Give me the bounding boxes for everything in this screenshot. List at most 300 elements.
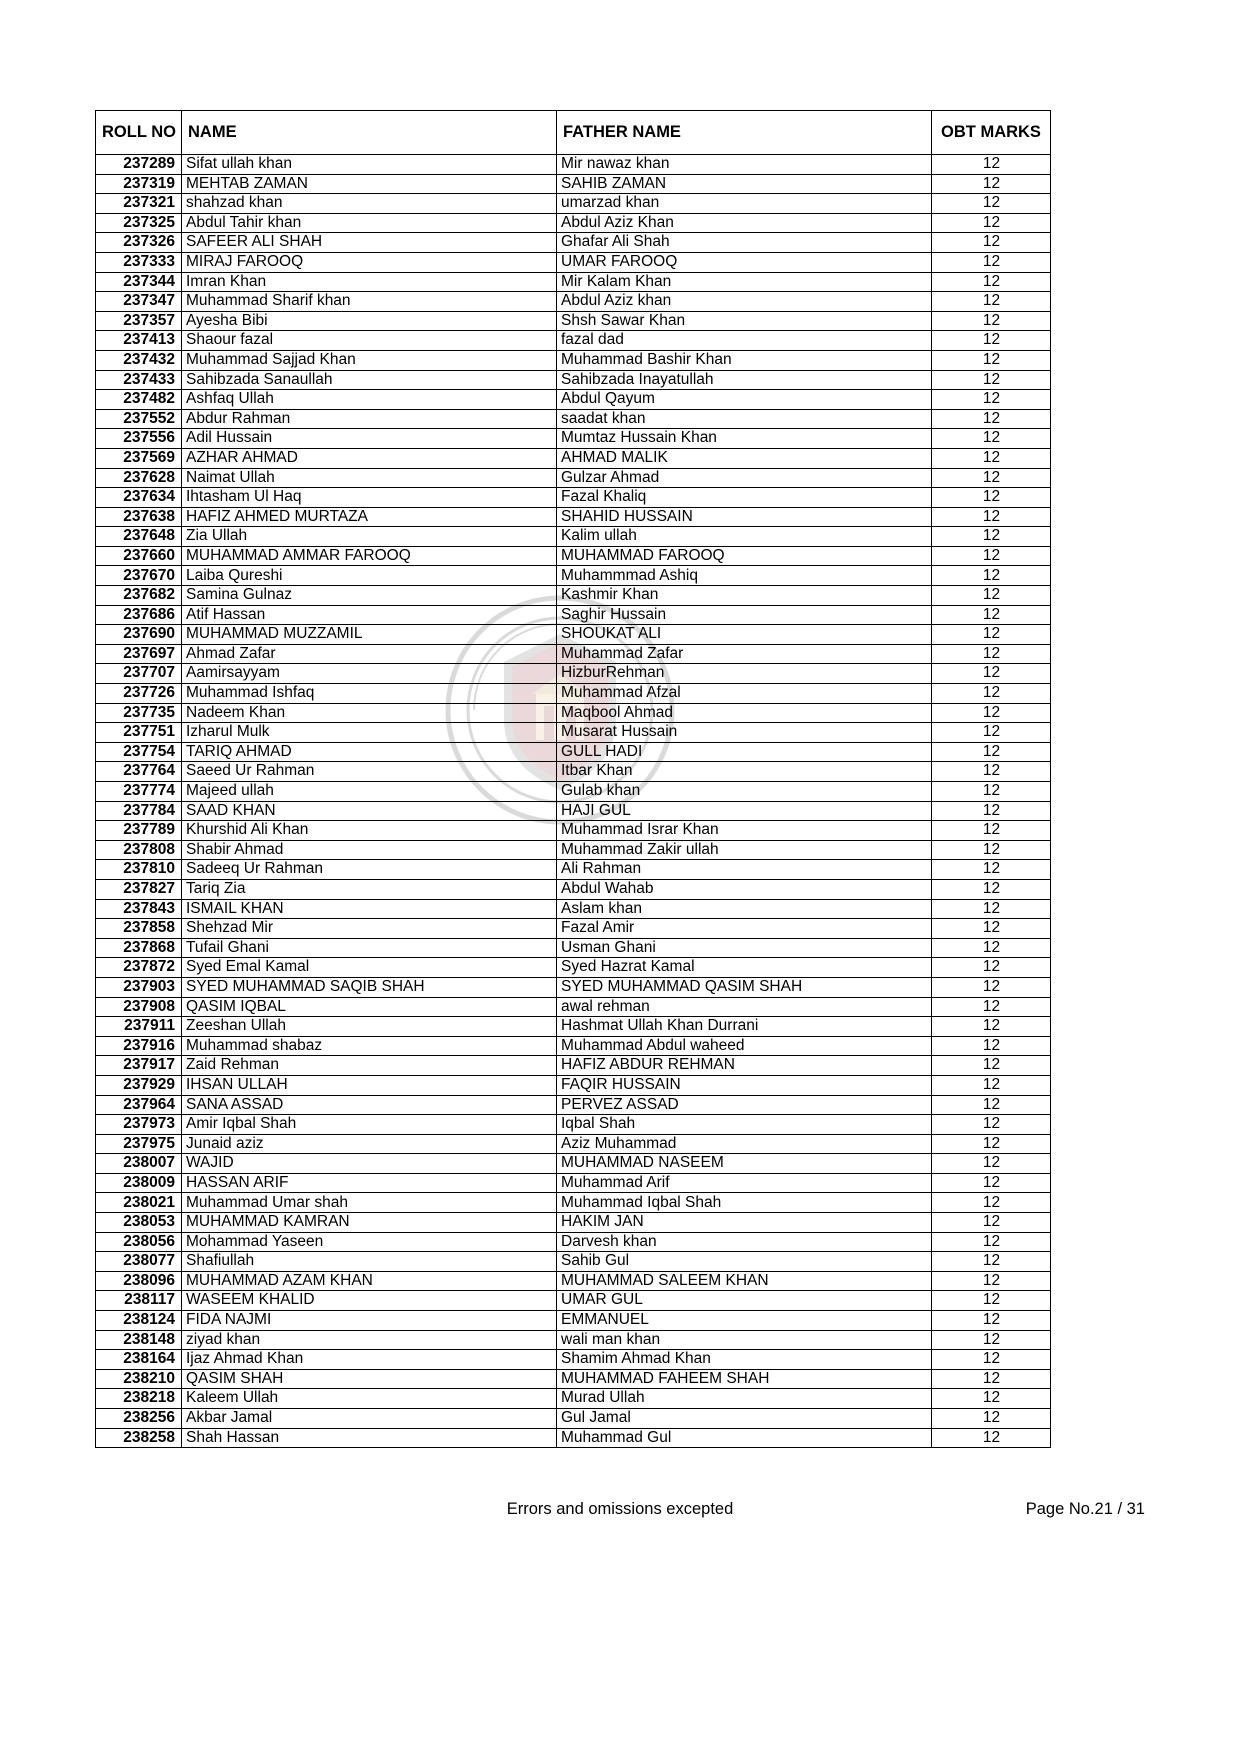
cell-obt-marks: 12 xyxy=(932,782,1051,802)
cell-obt-marks: 12 xyxy=(932,252,1051,272)
table-row xyxy=(96,840,1051,860)
cell-obt-marks: 12 xyxy=(932,1428,1051,1448)
cell-obt-marks: 12 xyxy=(932,879,1051,899)
cell-roll-no: 237326 xyxy=(96,233,182,253)
cell-obt-marks: 12 xyxy=(932,350,1051,370)
cell-name: SAAD KHAN xyxy=(182,801,557,821)
cell-obt-marks: 12 xyxy=(932,1369,1051,1389)
table-row xyxy=(96,625,1051,645)
cell-roll-no: 237973 xyxy=(96,1115,182,1135)
cell-roll-no: 237357 xyxy=(96,311,182,331)
cell-father-name: MUHAMMAD NASEEM xyxy=(557,1154,932,1174)
table-row xyxy=(96,1428,1051,1448)
table-row xyxy=(96,1409,1051,1429)
cell-roll-no: 237917 xyxy=(96,1056,182,1076)
cell-father-name: Muhammad Bashir Khan xyxy=(557,350,932,370)
cell-name: HASSAN ARIF xyxy=(182,1173,557,1193)
table-row xyxy=(96,958,1051,978)
cell-name: Ahmad Zafar xyxy=(182,644,557,664)
cell-father-name: Usman Ghani xyxy=(557,938,932,958)
cell-obt-marks: 12 xyxy=(932,821,1051,841)
cell-roll-no: 237413 xyxy=(96,331,182,351)
cell-name: Shafiullah xyxy=(182,1252,557,1272)
cell-name: MUHAMMAD MUZZAMIL xyxy=(182,625,557,645)
cell-obt-marks: 12 xyxy=(932,997,1051,1017)
cell-roll-no: 237660 xyxy=(96,546,182,566)
cell-name: Shaour fazal xyxy=(182,331,557,351)
table-row xyxy=(96,448,1051,468)
cell-name: ziyad khan xyxy=(182,1330,557,1350)
table-row xyxy=(96,213,1051,233)
cell-roll-no: 237929 xyxy=(96,1075,182,1095)
table-row xyxy=(96,311,1051,331)
cell-father-name: Iqbal Shah xyxy=(557,1115,932,1135)
cell-name: MEHTAB ZAMAN xyxy=(182,174,557,194)
cell-father-name: Shsh Sawar Khan xyxy=(557,311,932,331)
cell-name: shahzad khan xyxy=(182,194,557,214)
cell-name: Ashfaq Ullah xyxy=(182,390,557,410)
cell-obt-marks: 12 xyxy=(932,1154,1051,1174)
cell-roll-no: 237682 xyxy=(96,586,182,606)
cell-father-name: SHAHID HUSSAIN xyxy=(557,507,932,527)
cell-roll-no: 237964 xyxy=(96,1095,182,1115)
cell-name: ISMAIL KHAN xyxy=(182,899,557,919)
column-header-roll-no: ROLL NO xyxy=(96,111,182,155)
cell-obt-marks: 12 xyxy=(932,1389,1051,1409)
cell-name: Samina Gulnaz xyxy=(182,586,557,606)
cell-obt-marks: 12 xyxy=(932,409,1051,429)
column-header-father-name: FATHER NAME xyxy=(557,111,932,155)
cell-obt-marks: 12 xyxy=(932,977,1051,997)
cell-obt-marks: 12 xyxy=(932,174,1051,194)
cell-father-name: Muhammad Israr Khan xyxy=(557,821,932,841)
cell-name: IHSAN ULLAH xyxy=(182,1075,557,1095)
cell-father-name: HizburRehman xyxy=(557,664,932,684)
cell-name: TARIQ AHMAD xyxy=(182,742,557,762)
cell-name: Sadeeq Ur Rahman xyxy=(182,860,557,880)
table-row xyxy=(96,664,1051,684)
table-row xyxy=(96,1350,1051,1370)
cell-father-name: Sahibzada Inayatullah xyxy=(557,370,932,390)
table-row xyxy=(96,155,1051,175)
cell-name: Naimat Ullah xyxy=(182,468,557,488)
cell-roll-no: 237827 xyxy=(96,879,182,899)
cell-name: Laiba Qureshi xyxy=(182,566,557,586)
cell-obt-marks: 12 xyxy=(932,919,1051,939)
cell-father-name: fazal dad xyxy=(557,331,932,351)
cell-roll-no: 237634 xyxy=(96,488,182,508)
cell-obt-marks: 12 xyxy=(932,155,1051,175)
cell-obt-marks: 12 xyxy=(932,233,1051,253)
cell-name: Muhammad Sharif khan xyxy=(182,292,557,312)
cell-roll-no: 237868 xyxy=(96,938,182,958)
table-row xyxy=(96,1056,1051,1076)
cell-name: Syed Emal Kamal xyxy=(182,958,557,978)
cell-roll-no: 237843 xyxy=(96,899,182,919)
table-row xyxy=(96,860,1051,880)
cell-obt-marks: 12 xyxy=(932,723,1051,743)
table-row xyxy=(96,1154,1051,1174)
cell-father-name: Muhammad Arif xyxy=(557,1173,932,1193)
cell-father-name: HAFIZ ABDUR REHMAN xyxy=(557,1056,932,1076)
cell-obt-marks: 12 xyxy=(932,801,1051,821)
table-row xyxy=(96,390,1051,410)
cell-father-name: HAKIM JAN xyxy=(557,1213,932,1233)
cell-obt-marks: 12 xyxy=(932,703,1051,723)
table-row xyxy=(96,1330,1051,1350)
cell-roll-no: 237908 xyxy=(96,997,182,1017)
cell-obt-marks: 12 xyxy=(932,860,1051,880)
cell-roll-no: 238096 xyxy=(96,1271,182,1291)
cell-obt-marks: 12 xyxy=(932,468,1051,488)
cell-roll-no: 237556 xyxy=(96,429,182,449)
cell-name: Shabir Ahmad xyxy=(182,840,557,860)
cell-obt-marks: 12 xyxy=(932,488,1051,508)
cell-roll-no: 237319 xyxy=(96,174,182,194)
cell-father-name: Darvesh khan xyxy=(557,1232,932,1252)
cell-name: Majeed ullah xyxy=(182,782,557,802)
cell-father-name: Abdul Wahab xyxy=(557,879,932,899)
cell-name: Muhammad Umar shah xyxy=(182,1193,557,1213)
cell-obt-marks: 12 xyxy=(932,1409,1051,1429)
cell-roll-no: 237726 xyxy=(96,684,182,704)
cell-roll-no: 238053 xyxy=(96,1213,182,1233)
table-row xyxy=(96,527,1051,547)
cell-obt-marks: 12 xyxy=(932,1330,1051,1350)
cell-obt-marks: 12 xyxy=(932,1232,1051,1252)
cell-father-name: wali man khan xyxy=(557,1330,932,1350)
cell-roll-no: 237774 xyxy=(96,782,182,802)
cell-father-name: MUHAMMAD FAROOQ xyxy=(557,546,932,566)
cell-obt-marks: 12 xyxy=(932,938,1051,958)
cell-father-name: umarzad khan xyxy=(557,194,932,214)
table-row xyxy=(96,762,1051,782)
cell-father-name: Muhammad Afzal xyxy=(557,684,932,704)
cell-father-name: Kashmir Khan xyxy=(557,586,932,606)
table-row xyxy=(96,1075,1051,1095)
table-body xyxy=(96,155,1051,1448)
cell-name: Ihtasham Ul Haq xyxy=(182,488,557,508)
cell-father-name: awal rehman xyxy=(557,997,932,1017)
cell-roll-no: 238007 xyxy=(96,1154,182,1174)
cell-obt-marks: 12 xyxy=(932,1134,1051,1154)
table-row xyxy=(96,1291,1051,1311)
cell-roll-no: 237628 xyxy=(96,468,182,488)
cell-roll-no: 237707 xyxy=(96,664,182,684)
cell-obt-marks: 12 xyxy=(932,625,1051,645)
cell-obt-marks: 12 xyxy=(932,1017,1051,1037)
cell-roll-no: 237764 xyxy=(96,762,182,782)
cell-obt-marks: 12 xyxy=(932,1036,1051,1056)
cell-obt-marks: 12 xyxy=(932,546,1051,566)
cell-name: Muhammad Ishfaq xyxy=(182,684,557,704)
cell-name: Sahibzada Sanaullah xyxy=(182,370,557,390)
table-row xyxy=(96,350,1051,370)
cell-roll-no: 238056 xyxy=(96,1232,182,1252)
cell-roll-no: 237911 xyxy=(96,1017,182,1037)
cell-name: Tufail Ghani xyxy=(182,938,557,958)
results-table xyxy=(95,110,1051,1448)
cell-roll-no: 237686 xyxy=(96,605,182,625)
cell-roll-no: 237333 xyxy=(96,252,182,272)
cell-roll-no: 237810 xyxy=(96,860,182,880)
cell-father-name: SHOUKAT ALI xyxy=(557,625,932,645)
cell-father-name: saadat khan xyxy=(557,409,932,429)
table-row xyxy=(96,331,1051,351)
cell-obt-marks: 12 xyxy=(932,1193,1051,1213)
cell-obt-marks: 12 xyxy=(932,527,1051,547)
cell-obt-marks: 12 xyxy=(932,331,1051,351)
table-header xyxy=(96,111,1051,155)
cell-name: Junaid aziz xyxy=(182,1134,557,1154)
cell-name: Nadeem Khan xyxy=(182,703,557,723)
cell-father-name: Gulzar Ahmad xyxy=(557,468,932,488)
cell-name: Aamirsayyam xyxy=(182,664,557,684)
cell-father-name: FAQIR HUSSAIN xyxy=(557,1075,932,1095)
table-row xyxy=(96,605,1051,625)
table-row xyxy=(96,1232,1051,1252)
cell-father-name: Abdul Qayum xyxy=(557,390,932,410)
table-row xyxy=(96,566,1051,586)
cell-father-name: Shamim Ahmad Khan xyxy=(557,1350,932,1370)
cell-father-name: Muhammad Iqbal Shah xyxy=(557,1193,932,1213)
cell-roll-no: 238218 xyxy=(96,1389,182,1409)
cell-obt-marks: 12 xyxy=(932,448,1051,468)
cell-father-name: Fazal Khaliq xyxy=(557,488,932,508)
cell-father-name: Mumtaz Hussain Khan xyxy=(557,429,932,449)
cell-obt-marks: 12 xyxy=(932,1115,1051,1135)
cell-father-name: Abdul Aziz Khan xyxy=(557,213,932,233)
cell-father-name: GULL HADI xyxy=(557,742,932,762)
cell-father-name: Ghafar Ali Shah xyxy=(557,233,932,253)
cell-roll-no: 237552 xyxy=(96,409,182,429)
cell-father-name: AHMAD MALIK xyxy=(557,448,932,468)
cell-name: Abdul Tahir khan xyxy=(182,213,557,233)
table-row xyxy=(96,1115,1051,1135)
cell-obt-marks: 12 xyxy=(932,899,1051,919)
cell-name: Tariq Zia xyxy=(182,879,557,899)
cell-obt-marks: 12 xyxy=(932,390,1051,410)
cell-roll-no: 238164 xyxy=(96,1350,182,1370)
cell-name: Muhammad Sajjad Khan xyxy=(182,350,557,370)
cell-name: Saeed Ur Rahman xyxy=(182,762,557,782)
cell-name: WASEEM KHALID xyxy=(182,1291,557,1311)
cell-name: MUHAMMAD AMMAR FAROOQ xyxy=(182,546,557,566)
table-row xyxy=(96,997,1051,1017)
cell-name: Abdur Rahman xyxy=(182,409,557,429)
cell-name: Amir Iqbal Shah xyxy=(182,1115,557,1135)
table-row xyxy=(96,1271,1051,1291)
cell-obt-marks: 12 xyxy=(932,311,1051,331)
table-row xyxy=(96,586,1051,606)
cell-obt-marks: 12 xyxy=(932,1213,1051,1233)
table-row xyxy=(96,821,1051,841)
cell-obt-marks: 12 xyxy=(932,429,1051,449)
cell-roll-no: 237916 xyxy=(96,1036,182,1056)
cell-roll-no: 238021 xyxy=(96,1193,182,1213)
table-row xyxy=(96,684,1051,704)
cell-name: HAFIZ AHMED MURTAZA xyxy=(182,507,557,527)
cell-father-name: Syed Hazrat Kamal xyxy=(557,958,932,978)
cell-obt-marks: 12 xyxy=(932,1173,1051,1193)
cell-name: Ayesha Bibi xyxy=(182,311,557,331)
cell-obt-marks: 12 xyxy=(932,762,1051,782)
table-row xyxy=(96,1252,1051,1272)
table-row xyxy=(96,488,1051,508)
cell-father-name: EMMANUEL xyxy=(557,1311,932,1331)
cell-obt-marks: 12 xyxy=(932,1291,1051,1311)
cell-father-name: Kalim ullah xyxy=(557,527,932,547)
cell-father-name: UMAR FAROOQ xyxy=(557,252,932,272)
cell-obt-marks: 12 xyxy=(932,1271,1051,1291)
cell-roll-no: 238009 xyxy=(96,1173,182,1193)
cell-father-name: PERVEZ ASSAD xyxy=(557,1095,932,1115)
cell-name: Shehzad Mir xyxy=(182,919,557,939)
cell-name: Akbar Jamal xyxy=(182,1409,557,1429)
cell-father-name: Sahib Gul xyxy=(557,1252,932,1272)
table-row xyxy=(96,174,1051,194)
cell-obt-marks: 12 xyxy=(932,742,1051,762)
cell-obt-marks: 12 xyxy=(932,370,1051,390)
table-row xyxy=(96,1134,1051,1154)
cell-name: SYED MUHAMMAD SAQIB SHAH xyxy=(182,977,557,997)
table-row xyxy=(96,233,1051,253)
column-header-obt-marks: OBT MARKS xyxy=(932,111,1051,155)
cell-name: QASIM SHAH xyxy=(182,1369,557,1389)
cell-obt-marks: 12 xyxy=(932,1075,1051,1095)
cell-roll-no: 237325 xyxy=(96,213,182,233)
table-row xyxy=(96,468,1051,488)
cell-obt-marks: 12 xyxy=(932,840,1051,860)
table-row xyxy=(96,782,1051,802)
cell-roll-no: 237903 xyxy=(96,977,182,997)
cell-father-name: Hashmat Ullah Khan Durrani xyxy=(557,1017,932,1037)
cell-obt-marks: 12 xyxy=(932,1095,1051,1115)
cell-obt-marks: 12 xyxy=(932,586,1051,606)
cell-roll-no: 237858 xyxy=(96,919,182,939)
cell-father-name: Muhammad Gul xyxy=(557,1428,932,1448)
table-row xyxy=(96,1311,1051,1331)
table-row xyxy=(96,919,1051,939)
cell-roll-no: 237690 xyxy=(96,625,182,645)
column-header-name: NAME xyxy=(182,111,557,155)
cell-roll-no: 237735 xyxy=(96,703,182,723)
cell-obt-marks: 12 xyxy=(932,684,1051,704)
table-row xyxy=(96,1017,1051,1037)
cell-roll-no: 237670 xyxy=(96,566,182,586)
cell-father-name: Aziz Muhammad xyxy=(557,1134,932,1154)
cell-father-name: UMAR GUL xyxy=(557,1291,932,1311)
table-row xyxy=(96,1095,1051,1115)
table-row xyxy=(96,1213,1051,1233)
cell-name: Izharul Mulk xyxy=(182,723,557,743)
table-row xyxy=(96,507,1051,527)
cell-name: Shah Hassan xyxy=(182,1428,557,1448)
cell-name: FIDA NAJMI xyxy=(182,1311,557,1331)
cell-roll-no: 238077 xyxy=(96,1252,182,1272)
table-row xyxy=(96,370,1051,390)
table-row xyxy=(96,546,1051,566)
table-row xyxy=(96,252,1051,272)
cell-obt-marks: 12 xyxy=(932,194,1051,214)
cell-name: Sifat ullah khan xyxy=(182,155,557,175)
cell-father-name: Muhammad Abdul waheed xyxy=(557,1036,932,1056)
cell-roll-no: 237482 xyxy=(96,390,182,410)
table-row xyxy=(96,938,1051,958)
cell-father-name: SAHIB ZAMAN xyxy=(557,174,932,194)
cell-father-name: MUHAMMAD SALEEM KHAN xyxy=(557,1271,932,1291)
cell-roll-no: 237697 xyxy=(96,644,182,664)
cell-father-name: Muhammmad Ashiq xyxy=(557,566,932,586)
table-row xyxy=(96,409,1051,429)
cell-obt-marks: 12 xyxy=(932,605,1051,625)
cell-father-name: Musarat Hussain xyxy=(557,723,932,743)
cell-name: MUHAMMAD AZAM KHAN xyxy=(182,1271,557,1291)
cell-roll-no: 238148 xyxy=(96,1330,182,1350)
cell-father-name: Saghir Hussain xyxy=(557,605,932,625)
cell-obt-marks: 12 xyxy=(932,958,1051,978)
table-row xyxy=(96,742,1051,762)
cell-father-name: Ali Rahman xyxy=(557,860,932,880)
cell-obt-marks: 12 xyxy=(932,644,1051,664)
cell-roll-no: 238124 xyxy=(96,1311,182,1331)
cell-father-name: Itbar Khan xyxy=(557,762,932,782)
cell-roll-no: 237754 xyxy=(96,742,182,762)
cell-father-name: Maqbool Ahmad xyxy=(557,703,932,723)
cell-obt-marks: 12 xyxy=(932,664,1051,684)
header-row xyxy=(96,111,1051,155)
table-row xyxy=(96,801,1051,821)
cell-name: SAFEER ALI SHAH xyxy=(182,233,557,253)
footer-page-number: Page No.21 / 31 xyxy=(1025,1500,1145,1518)
cell-roll-no: 237344 xyxy=(96,272,182,292)
cell-name: Zaid Rehman xyxy=(182,1056,557,1076)
cell-name: SANA ASSAD xyxy=(182,1095,557,1115)
cell-name: Imran Khan xyxy=(182,272,557,292)
cell-father-name: Muhammad Zafar xyxy=(557,644,932,664)
cell-obt-marks: 12 xyxy=(932,1350,1051,1370)
cell-roll-no: 237569 xyxy=(96,448,182,468)
cell-father-name: Murad Ullah xyxy=(557,1389,932,1409)
cell-roll-no: 237433 xyxy=(96,370,182,390)
cell-obt-marks: 12 xyxy=(932,292,1051,312)
cell-roll-no: 237638 xyxy=(96,507,182,527)
cell-roll-no: 237432 xyxy=(96,350,182,370)
table-row xyxy=(96,644,1051,664)
table-row xyxy=(96,272,1051,292)
cell-name: AZHAR AHMAD xyxy=(182,448,557,468)
table-row xyxy=(96,1173,1051,1193)
cell-roll-no: 238117 xyxy=(96,1291,182,1311)
cell-name: QASIM IQBAL xyxy=(182,997,557,1017)
table-row xyxy=(96,1036,1051,1056)
cell-father-name: Aslam khan xyxy=(557,899,932,919)
cell-father-name: Gul Jamal xyxy=(557,1409,932,1429)
page-footer xyxy=(95,1500,1145,1524)
cell-obt-marks: 12 xyxy=(932,213,1051,233)
cell-name: Ijaz Ahmad Khan xyxy=(182,1350,557,1370)
cell-obt-marks: 12 xyxy=(932,507,1051,527)
cell-obt-marks: 12 xyxy=(932,272,1051,292)
cell-name: Mohammad Yaseen xyxy=(182,1232,557,1252)
cell-name: Khurshid Ali Khan xyxy=(182,821,557,841)
cell-roll-no: 237751 xyxy=(96,723,182,743)
cell-name: Atif Hassan xyxy=(182,605,557,625)
cell-name: Kaleem Ullah xyxy=(182,1389,557,1409)
cell-roll-no: 237289 xyxy=(96,155,182,175)
table-row xyxy=(96,1389,1051,1409)
table-row xyxy=(96,292,1051,312)
